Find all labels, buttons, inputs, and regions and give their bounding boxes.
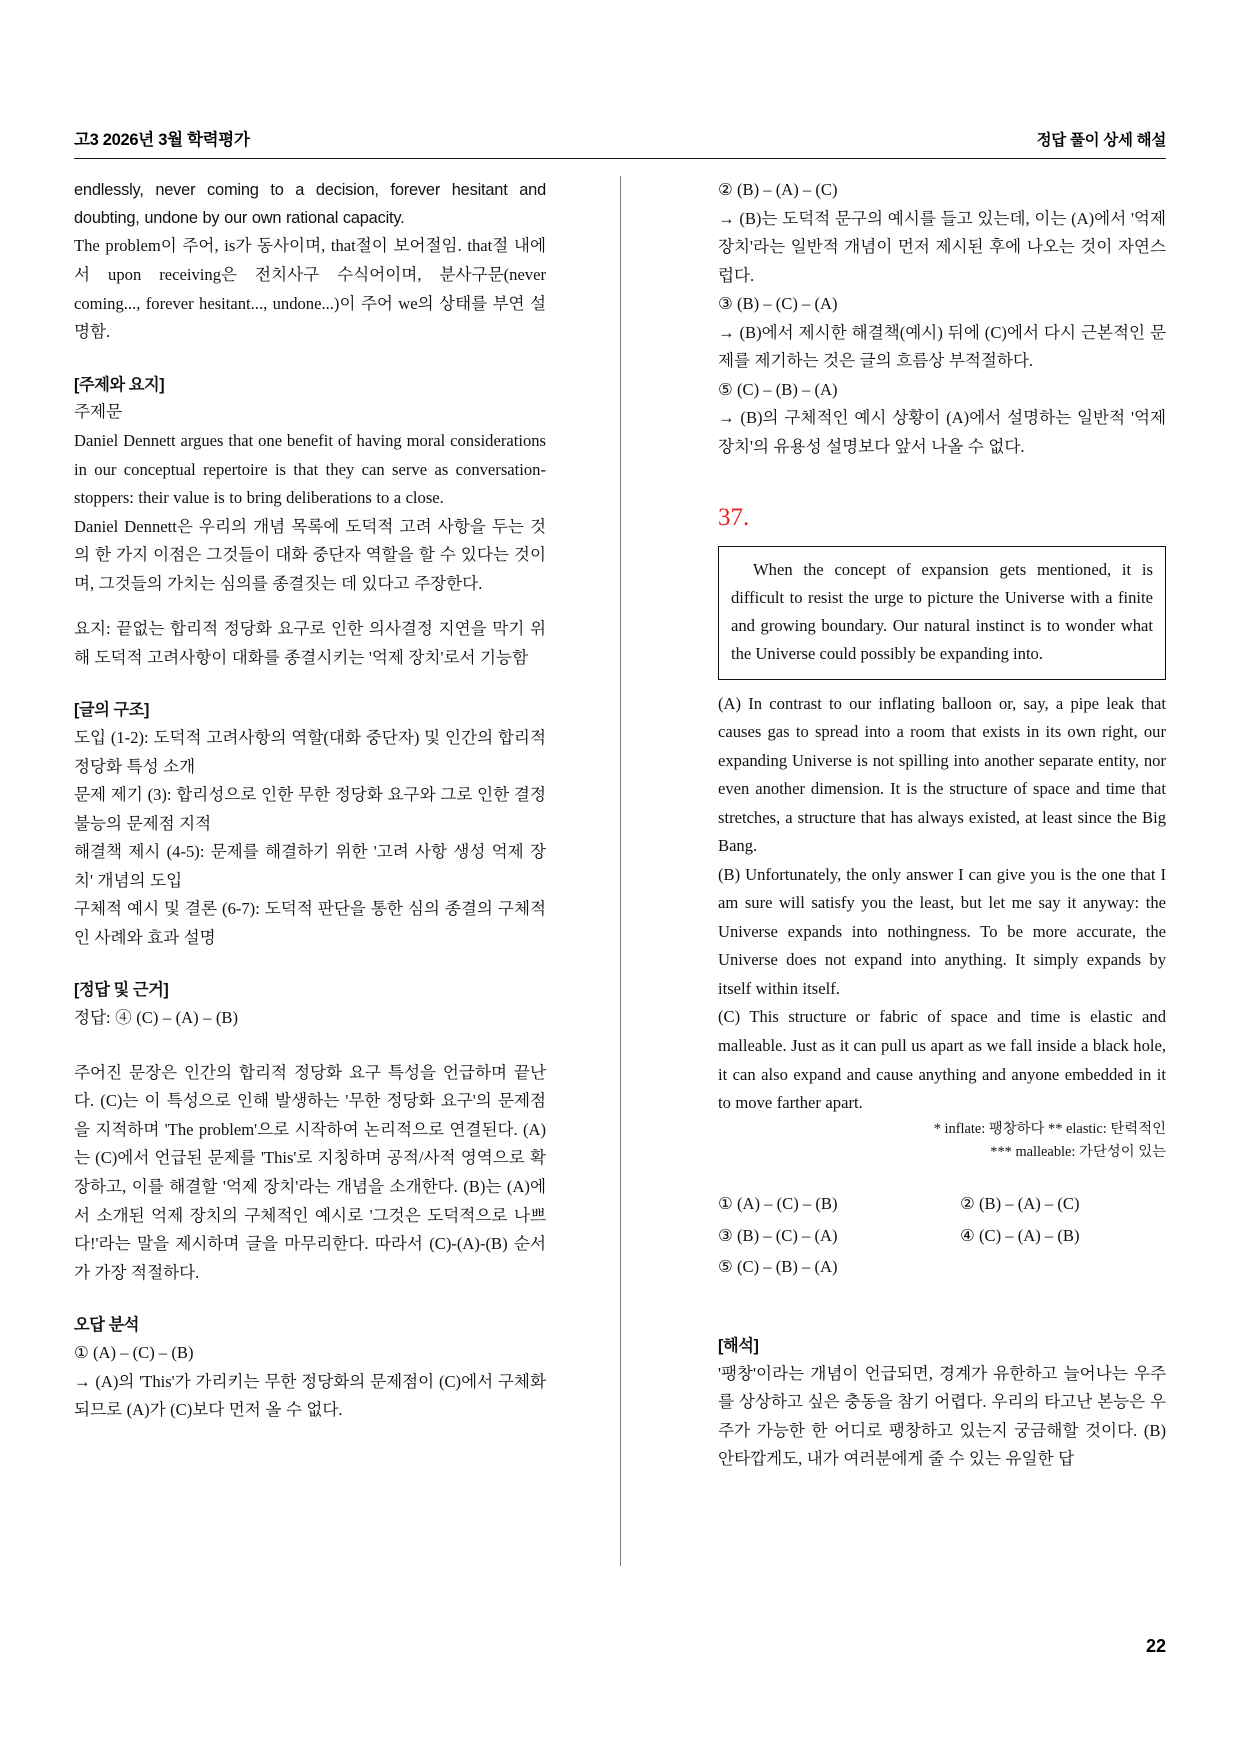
translation-text: '팽창'이라는 개념이 언급되면, 경계가 유한하고 늘어나는 우주를 상상하고 싶은 충동을 참기 어렵다. 우리의 타고난 본능은 우주가 가능한 한 어디로 팽창하고 있는지 궁금해할 것이다. (B) 안타깝게도, 내가 여러분에게 줄 수 있는 유일한 답 <box>718 1363 1166 1469</box>
structure-heading: [글의 구조] <box>74 701 150 720</box>
right-column <box>688 176 1166 1576</box>
theme-heading: [주제와 요지] <box>74 375 165 394</box>
structure-item: 구체적 예시 및 결론 (6-7): 도덕적 판단을 통한 심의 종결의 구체적인 사례와 효과 설명 <box>74 899 546 947</box>
wrong-choice-explanation: → (B)에서 제시한 해결책(예시) 뒤에 (C)에서 다시 근본적인 문제를 제기하는 것은 글의 흐름상 부적절하다. <box>718 322 1166 371</box>
choice-option-2[interactable]: ② (B) – (A) – (C) <box>960 1194 1080 1214</box>
continued-passage-english: endlessly, never coming to a decision, forever hesitant and doubting, undone by our own rational capacity. <box>74 181 546 228</box>
structure-item: 도입 (1-2): 도덕적 고려사항의 역할(대화 중단자) 및 인간의 합리적 정당화 특성 소개 <box>74 728 546 776</box>
footnote-line: *** malleable: 가단성이 있는 <box>990 1143 1166 1160</box>
passage-paragraph-b: (B) Unfortunately, the only answer I can give you is the one that I am sure will satisfy you the least, but let me say it anyway: the Universe expands into nothingness. To be more accurate, the Universe does not expand into anything. It simply expands by itself within itself. <box>718 864 1166 998</box>
theme-sentence-korean: Daniel Dennett은 우리의 개념 목록에 도덕적 고려 사항을 두는 것의 한 가지 이점은 그것들이 대화 중단자 역할을 할 수 있다는 것이며, 그것들의 가치는 심의를 종결짓는 데 있다고 주장한다. <box>74 516 546 593</box>
wrong-choice-label: ① (A) – (C) – (B) <box>74 1343 194 1363</box>
header-exam-title: 고3 2026년 3월 학력평가 <box>74 131 250 149</box>
continued-passage-korean: The problem이 주어, is가 동사이며, that절이 보어절임. that절 내에서 upon receiving은 전치사구 수식어이며, 분사구문(never coming..., forever hesitant..., undone...)이 주어 we의 상태를 부연 설명함. <box>74 236 546 342</box>
choice-option-4[interactable]: ④ (C) – (A) – (B) <box>960 1225 1080 1245</box>
wrong-choice-explanation: → (A)의 'This'가 가리키는 무한 정당화의 문제점이 (C)에서 구체화되므로 (A)가 (C)보다 먼저 올 수 없다. <box>74 1371 546 1420</box>
translation-heading: [해석] <box>718 1336 759 1355</box>
passage-paragraph-c: (C) This structure or fabric of space and time is elastic and malleable. Just as it can pull us apart as we fall inside a black hole, it can also expand and cause anything and anyone embedded in it to move farther apart. <box>718 1007 1166 1113</box>
wrong-choice-explanation: → (B)의 구체적인 예시 상황이 (A)에서 설명하는 일반적 '억제 장치'의 유용성 설명보다 앞서 나올 수 없다. <box>718 408 1166 456</box>
boxed-passage-text: When the concept of expansion gets mentioned, it is difficult to resist the urge to picture the Universe with a finite and growing boundary. Our natural instinct is to wonder what the Universe could possibly be expanding into. <box>731 559 1153 664</box>
answer-heading: [정답 및 근거] <box>74 981 169 1000</box>
wrong-choice-explanation: → (B)는 도덕적 문구의 예시를 들고 있는데, 이는 (A)에서 '억제 장치'라는 일반적 개념이 먼저 제시된 후에 나오는 것이 자연스럽다. <box>718 208 1166 285</box>
answer-value: 정답: ④ (C) – (A) – (B) <box>74 1008 239 1028</box>
wrong-choice-label: ⑤ (C) – (B) – (A) <box>718 379 838 399</box>
choices-spacer <box>942 1253 1166 1282</box>
column-divider <box>552 176 688 1576</box>
footnote-line: * inflate: 팽창하다 ** elastic: 탄력적인 <box>933 1120 1166 1137</box>
answer-choices <box>718 1190 1166 1282</box>
passage-paragraph-a: (A) In contrast to our inflating balloon or, say, a pipe leak that causes gas to spread into a room that exists in its own right, our expanding Universe is not spilling into another separate entity, nor even another dimension. It is the structure of space and time that stretches, a structure that has always existed, at least since the Big Bang. <box>718 693 1166 856</box>
question-number: 37. <box>718 504 750 532</box>
header-rule <box>74 158 1166 159</box>
theme-sentence-english: Daniel Dennett argues that one benefit of having moral considerations in our conceptual repertoire is that they can serve as conversation-stoppers: their value is to bring deliberations to a close. <box>74 431 546 508</box>
two-column-body <box>74 176 1166 1576</box>
boxed-passage <box>718 546 1166 680</box>
answer-rationale: 주어진 문장은 인간의 합리적 정당화 요구 특성을 언급하며 끝난다. (C)는 이 특성으로 인해 발생하는 '무한 정당화 요구'의 문제점을 지적하며 'The problem'으로 시작하여 논리적으로 연결된다. (A)는 (C)에서 언급된 문제를 'This'로 지칭하며 공적/사적 영역으로 확장하고, 이를 해결할 '억제 장치'라는 개념을 소개한다. (B)는 (A)에서 소개된 억제 장치의 구체적인 예시로 '그것은 도덕적으로 나쁘다!'라는 말을 제시하며 글을 마무리한다. 따라서 (C)-(A)-(B) 순서가 가장 적절하다. <box>74 1062 546 1282</box>
running-header <box>74 126 1166 150</box>
choice-option-1[interactable]: ① (A) – (C) – (B) <box>718 1194 838 1214</box>
choice-option-3[interactable]: ③ (B) – (C) – (A) <box>718 1225 838 1245</box>
wrong-choice-label: ③ (B) – (C) – (A) <box>718 294 838 314</box>
wrong-analysis-heading: 오답 분석 <box>74 1316 140 1335</box>
structure-item: 문제 제기 (3): 합리성으로 인한 무한 정당화 요구와 그로 인한 결정 불능의 문제점 지적 <box>74 785 546 833</box>
wrong-choice-label: ② (B) – (A) – (C) <box>718 180 838 199</box>
choice-option-5[interactable]: ⑤ (C) – (B) – (A) <box>718 1257 838 1277</box>
gist-text: 요지: 끝없는 합리적 정당화 요구로 인한 의사결정 지연을 막기 위해 도덕적 고려사항이 대화를 종결시키는 '억제 장치'로서 기능함 <box>74 619 546 667</box>
header-section-title: 정답 풀이 상세 해설 <box>1036 132 1166 149</box>
structure-item: 해결책 제시 (4-5): 문제를 해결하기 위한 '고려 사항 생성 억제 장치' 개념의 도입 <box>74 842 546 890</box>
left-column <box>74 176 552 1576</box>
theme-label: 주제문 <box>74 402 123 422</box>
page-number: 22 <box>1145 1636 1166 1656</box>
